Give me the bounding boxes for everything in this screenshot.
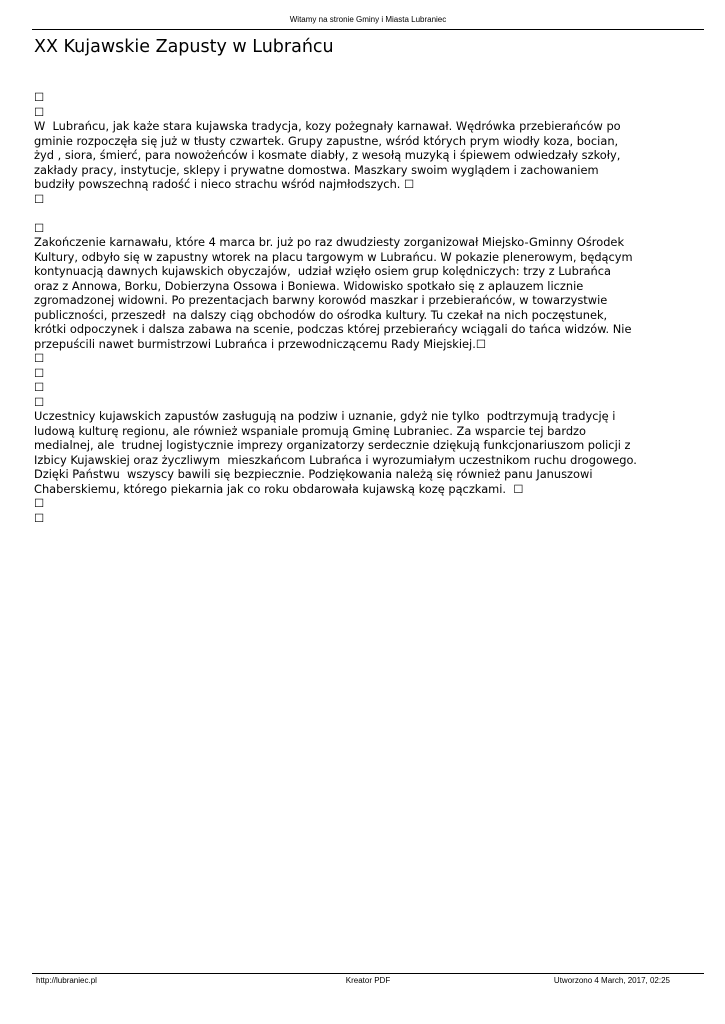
article-text-line: krótki odpoczynek i dalsza zabawa na scenie, podczas której przebierańcy wciągali do tańca widzów. Nie xyxy=(34,322,632,336)
footer-generator: Kreator PDF xyxy=(345,976,391,985)
article-text-line: publiczności, przeszedł na dalszy ciąg obchodów do ośrodka kultury. Tu czekał na nich poczęstunek, xyxy=(34,307,608,322)
article-text-line: Chaberskiemu, którego piekarnia jak co roku obdarowała kujawską kozę pączkami. ☐ xyxy=(34,481,524,496)
article-text-line: Zakończenie karnawału, które 4 marca br. już po raz dwudziesty zorganizował Miejsko-Gminny Ośrodek xyxy=(34,235,625,249)
header-divider xyxy=(32,29,704,30)
missing-glyph-box: ☐ xyxy=(34,365,45,380)
article-text-line: gminie rozpoczęła się już w tłusty czwartek. Grupy zapustne, wśród których prym wiodły koza, bocian, xyxy=(34,133,619,148)
site-header: Witamy na stronie Gminy i Miasta Lubraniec xyxy=(289,15,447,24)
missing-glyph-box: ☐ xyxy=(34,191,45,206)
article-text-line: Uczestnicy kujawskich zapustów zasługują na podziw i uznanie, gdyż nie tylko podtrzymują tradycję i xyxy=(34,409,616,423)
footer-created-date: Utworzono 4 March, 2017, 02:25 xyxy=(553,976,670,985)
missing-glyph-box: ☐ xyxy=(34,380,45,394)
missing-glyph-box: ☐ xyxy=(34,496,45,510)
blank-line xyxy=(34,206,684,221)
article-text-line: ludową kulturę regionu, ale również wspaniale promują Gminę Lubraniec. Za wsparcie tej bardzo xyxy=(34,423,586,438)
footer-divider xyxy=(32,973,704,974)
article-text-line: Kultury, odbyło się w zapustny wtorek na placu targowym w Lubrańcu. W pokazie plenerowym, będącym xyxy=(34,249,633,264)
missing-glyph-box: ☐ xyxy=(34,90,45,104)
site-footer xyxy=(32,976,704,986)
article-text-line: budziły powszechną radość i nieco strachu wśród najmłodszych. ☐ xyxy=(34,177,415,191)
article-text-line: W Lubrańcu, jak każe stara kujawska tradycja, kozy pożegnały karnawał. Wędrówka przebierańców po xyxy=(34,119,621,133)
article-text-line: zakłady pracy, instytucje, sklepy i prywatne domostwa. Maszkary swoim wyglądem i zachowaniem xyxy=(34,162,599,177)
missing-glyph-box: ☐ xyxy=(34,104,45,119)
article-title: XX Kujawskie Zapusty w Lubrańcu xyxy=(34,37,334,57)
article-body xyxy=(34,90,684,525)
missing-glyph-box: ☐ xyxy=(34,394,45,409)
missing-glyph-box: ☐ xyxy=(34,510,45,525)
article-text-line: przepuścili nawet burmistrzowi Lubrańca i przewodniczącemu Rady Miejskiej.☐ xyxy=(34,336,487,351)
article-text-line: Izbicy Kujawskiej oraz życzliwym mieszkańcom Lubrańca i wyrozumiałym uczestnikom ruchu drogowego. xyxy=(34,452,637,467)
article-text-line: zgromadzonej widowni. Po prezentacjach barwny korowód maszkar i przebierańców, w towarzystwie xyxy=(34,293,608,307)
footer-url-link[interactable]: http://lubraniec.pl xyxy=(36,976,97,985)
missing-glyph-box: ☐ xyxy=(34,220,45,235)
article-text-line: oraz z Annowa, Borku, Dobierzyna Ossowa i Boniewa. Widowisko spotkało się z aplauzem licznie xyxy=(34,278,584,293)
missing-glyph-box: ☐ xyxy=(34,351,45,365)
article-text-line: kontynuacją dawnych kujawskich obyczajów, udział wzięło osiem grup kolędniczych: trzy z Lubrańca xyxy=(34,264,612,278)
article-text-line: medialnej, ale trudnej logistycznie imprezy organizatorzy serdecznie dziękują funkcjonariuszom policji z xyxy=(34,438,631,452)
article-text-line: Dzięki Państwu wszyscy bawili się bezpiecznie. Podziękowania należą się również panu Januszowi xyxy=(34,467,593,481)
article-text-line: żyd , siora, śmierć, para nowożeńców i kosmate diabły, z wesołą muzyką i śpiewem odwiedzały szkoły, xyxy=(34,148,621,162)
